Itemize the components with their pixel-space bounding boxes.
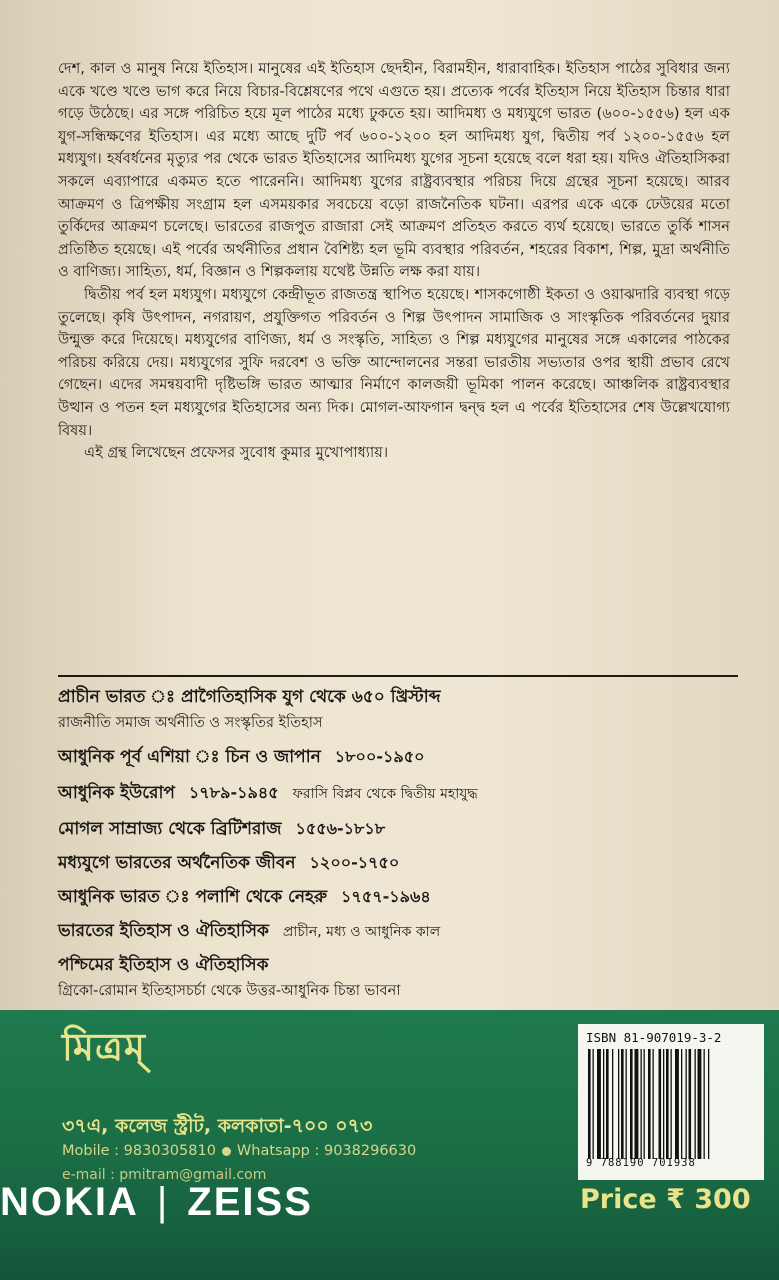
- barcode-bar: [635, 1049, 639, 1159]
- blurb-author-line: এই গ্রন্থ লিখেছেন প্রফেসর সুবোধ কুমার মুখোপাধ্যায়।: [84, 444, 389, 462]
- barcode-bar: [671, 1049, 672, 1159]
- book-item-subtitle: রাজনীতি সমাজ অর্থনীতি ও সংস্কৃতির ইতিহাস: [58, 715, 323, 731]
- price-label: Price ₹ 300: [580, 1184, 751, 1215]
- book-item: মধ্যযুগে ভারতের অর্থনৈতিক জীবন ১২০০-১৭৫০: [58, 853, 400, 873]
- barcode-bar: [641, 1049, 642, 1159]
- book-item: পশ্চিমের ইতিহাস ও ঐতিহাসিক: [58, 955, 269, 975]
- book-item: মোগল সাম্রাজ্য থেকে ব্রিটিশরাজ ১৫৫৬-১৮১৮: [58, 819, 386, 839]
- divider-rule: [58, 675, 738, 677]
- barcode-bar: [621, 1049, 624, 1159]
- barcode-bar: [653, 1049, 654, 1159]
- barcode-bar: [698, 1049, 702, 1159]
- barcode-bar: [675, 1049, 679, 1159]
- publisher-contact: [62, 1143, 416, 1159]
- barcode-bar: [593, 1049, 594, 1159]
- barcode-bar: [644, 1049, 645, 1159]
- barcode-bar: [618, 1049, 619, 1159]
- barcode-bar: [606, 1049, 609, 1159]
- watermark-separator: |: [156, 1180, 170, 1224]
- bullet-icon: [222, 1147, 231, 1156]
- barcode-bar: [704, 1049, 705, 1159]
- whatsapp-number: Whatsapp : 9038296630: [236, 1143, 417, 1159]
- barcode-bar: [648, 1049, 651, 1159]
- publisher-address: ৩৭এ, কলেজ স্ট্রীট, কলকাতা-৭০০ ০৭৩: [62, 1115, 373, 1137]
- barcode-bar: [663, 1049, 664, 1159]
- book-item: আধুনিক ভারত ঃ পলাশি থেকে নেহরু ১৭৫৭-১৯৬৪: [58, 887, 431, 907]
- barcode-bar: [708, 1049, 709, 1159]
- book-item: ভারতের ইতিহাস ও ঐতিহাসিক প্রাচীন, মধ্য ও আধুনিক কাল: [58, 921, 441, 941]
- publisher-logo: মিত্রম্: [62, 1025, 146, 1069]
- barcode-bar: [603, 1049, 604, 1159]
- barcode-bar: [689, 1049, 692, 1159]
- isbn-label: ISBN 81-907019-3-2: [586, 1030, 722, 1045]
- book-item: আধুনিক ইউরোপ ১৭৮৯-১৯৪৫ ফরাসি বিপ্লব থেকে দ্বিতীয় মহাযুদ্ধ: [58, 783, 478, 803]
- barcode-bar: [666, 1049, 669, 1159]
- book-item-subtitle: গ্রিকো-রোমান ইতিহাসচর্চা থেকে উত্তর-আধুনিক চিন্তা ভাবনা: [58, 983, 401, 999]
- watermark-left: NOKIA: [0, 1180, 139, 1224]
- barcode-bar: [597, 1049, 601, 1159]
- watermark-right: ZEISS: [187, 1180, 313, 1224]
- blurb-text: [58, 58, 730, 465]
- blurb-paragraph-2: দ্বিতীয় পর্ব হল মধ্যযুগ। মধ্যযুগে কেন্দ্রীভূত রাজতন্ত্র স্থাপিত হয়েছে। শাসকগোষ্ঠী ইকতা ও ওয়াঝদারি ব্যবস্থা গড়ে তুলেছে। কৃষি উৎপাদন, নগরায়ণ, প্রযুক্তিগত পরিবর্তন ও শিল্প উৎপাদন সামাজিক ও সাংস্কৃতিক পরিবর্তনের দুয়ার উন্মুক্ত করে দিয়েছে। মধ্যযুগের বাণিজ্য, ধর্ম ও সংস্কৃতি, সাহিত্য ও শিল্প মধ্যযুগের মানুষের সঙ্গে একালের পাঠকের পরিচয় করিয়ে দেয়। মধ্যযুগের সুফি দরবেশ ও ভক্তি আন্দোলনের সন্তরা ভারতীয় সভ্যতার ওপর স্থায়ী প্রভাব রেখে গেছেন। এদের সমন্বয়বাদী দৃষ্টিভঙ্গি ভারত আত্মার নির্মাণে কালজয়ী ভূমিকা পালন করেছে। আঞ্চলিক রাষ্ট্রব্যবস্থার উত্থান ও পতন হল মধ্যযুগের ইতিহাসের অন্য দিক। মোগল-আফগান দ্বন্দ্ব হল এ পর্বের ইতিহাসের শেষ উল্লেখযোগ্য বিষয়।: [58, 285, 730, 439]
- barcode-bars: [586, 1049, 756, 1159]
- book-item: প্রাচীন ভারত ঃ প্রাগৈতিহাসিক যুগ থেকে ৬৫০ খ্রিস্টাব্দ: [58, 687, 441, 707]
- book-item: আধুনিক পূর্ব এশিয়া ঃ চিন ও জাপান ১৮০০-১৯৫০: [58, 747, 425, 767]
- barcode-bar: [612, 1049, 613, 1159]
- barcode-bar: [695, 1049, 696, 1159]
- barcode-bar: [659, 1049, 662, 1159]
- camera-watermark: [0, 1180, 313, 1225]
- mobile-number: Mobile : 9830305810: [62, 1143, 216, 1159]
- barcode-bar: [681, 1049, 682, 1159]
- isbn-barcode: [578, 1024, 764, 1180]
- blurb-paragraph-1: দেশ, কাল ও মানুষ নিয়ে ইতিহাস। মানুষের এই ইতিহাস ছেদহীন, বিরামহীন, ধারাবাহিক। ইতিহাস পাঠের সুবিধার জন্য একে খণ্ডে খণ্ডে ভাগ করে নিয়ে বিচার-বিশ্লেষণের পথে এগুতে হয়। প্রত্যেক পর্বের ইতিহাস নিয়ে ইতিহাস চিন্তার ধারা গড়ে উঠেছে। এর সঙ্গে পরিচিত হয়ে মূল পাঠের মধ্যে ঢুকতে হয়। আদিমধ্য ও মধ্যযুগে ভারত (৬০০-১৫৫৬) হল এক যুগ-সন্ধিক্ষণের ইতিহাস। এর মধ্যে আছে দুটি পর্ব ৬০০-১২০০ হল আদিমধ্য যুগ, দ্বিতীয় পর্ব ১২০০-১৫৫৬ হল মধ্যযুগ। হর্ষবর্ধনের মৃত্যুর পর থেকে ভারত ইতিহাসের আদিমধ্য যুগের সূচনা হয়েছে বলে ধরা হয়। যদিও ঐতিহাসিকরা সকলে এব্যাপারে একমত হতে পারেননি। আদিমধ্য যুগের রাষ্ট্রব্যবস্থার পরিচয় দিয়ে গ্রন্থের সূচনা হয়েছে। আরব আক্রমণ ও ত্রিপক্ষীয় সংগ্রাম হল এসময়কার সবচেয়ে বড়ো রাজনৈতিক ঘটনা। এরপর একে একে ঢেউয়ের মতো তুর্কিদের আক্রমণ চলেছে। ভারতের রাজপুত রাজারা সেই আক্রমণ প্রতিহত করতে ব্যর্থ হয়েছে। ভারতে তুর্কি শাসন প্রতিষ্ঠিত হয়েছে। এই পর্বের অর্থনীতির প্রধান বৈশিষ্ট্য হল ভূমি ব্যবস্থার পরিবর্তন, শহরের বিকাশ, শিল্প, মুদ্রা অর্থনীতি ও বাণিজ্য। সাহিত্য, ধর্ম, বিজ্ঞান ও শিল্পকলায় যথেষ্ট উন্নতি লক্ষ করা যায়।: [58, 60, 730, 281]
- barcode-number: 9 788190 701938: [586, 1157, 696, 1169]
- publisher-email: e-mail : pmitram@gmail.com: [62, 1167, 267, 1183]
- barcode-bar: [630, 1049, 633, 1159]
- barcode-bar: [686, 1049, 687, 1159]
- barcode-bar: [588, 1049, 591, 1159]
- barcode-bar: [626, 1049, 627, 1159]
